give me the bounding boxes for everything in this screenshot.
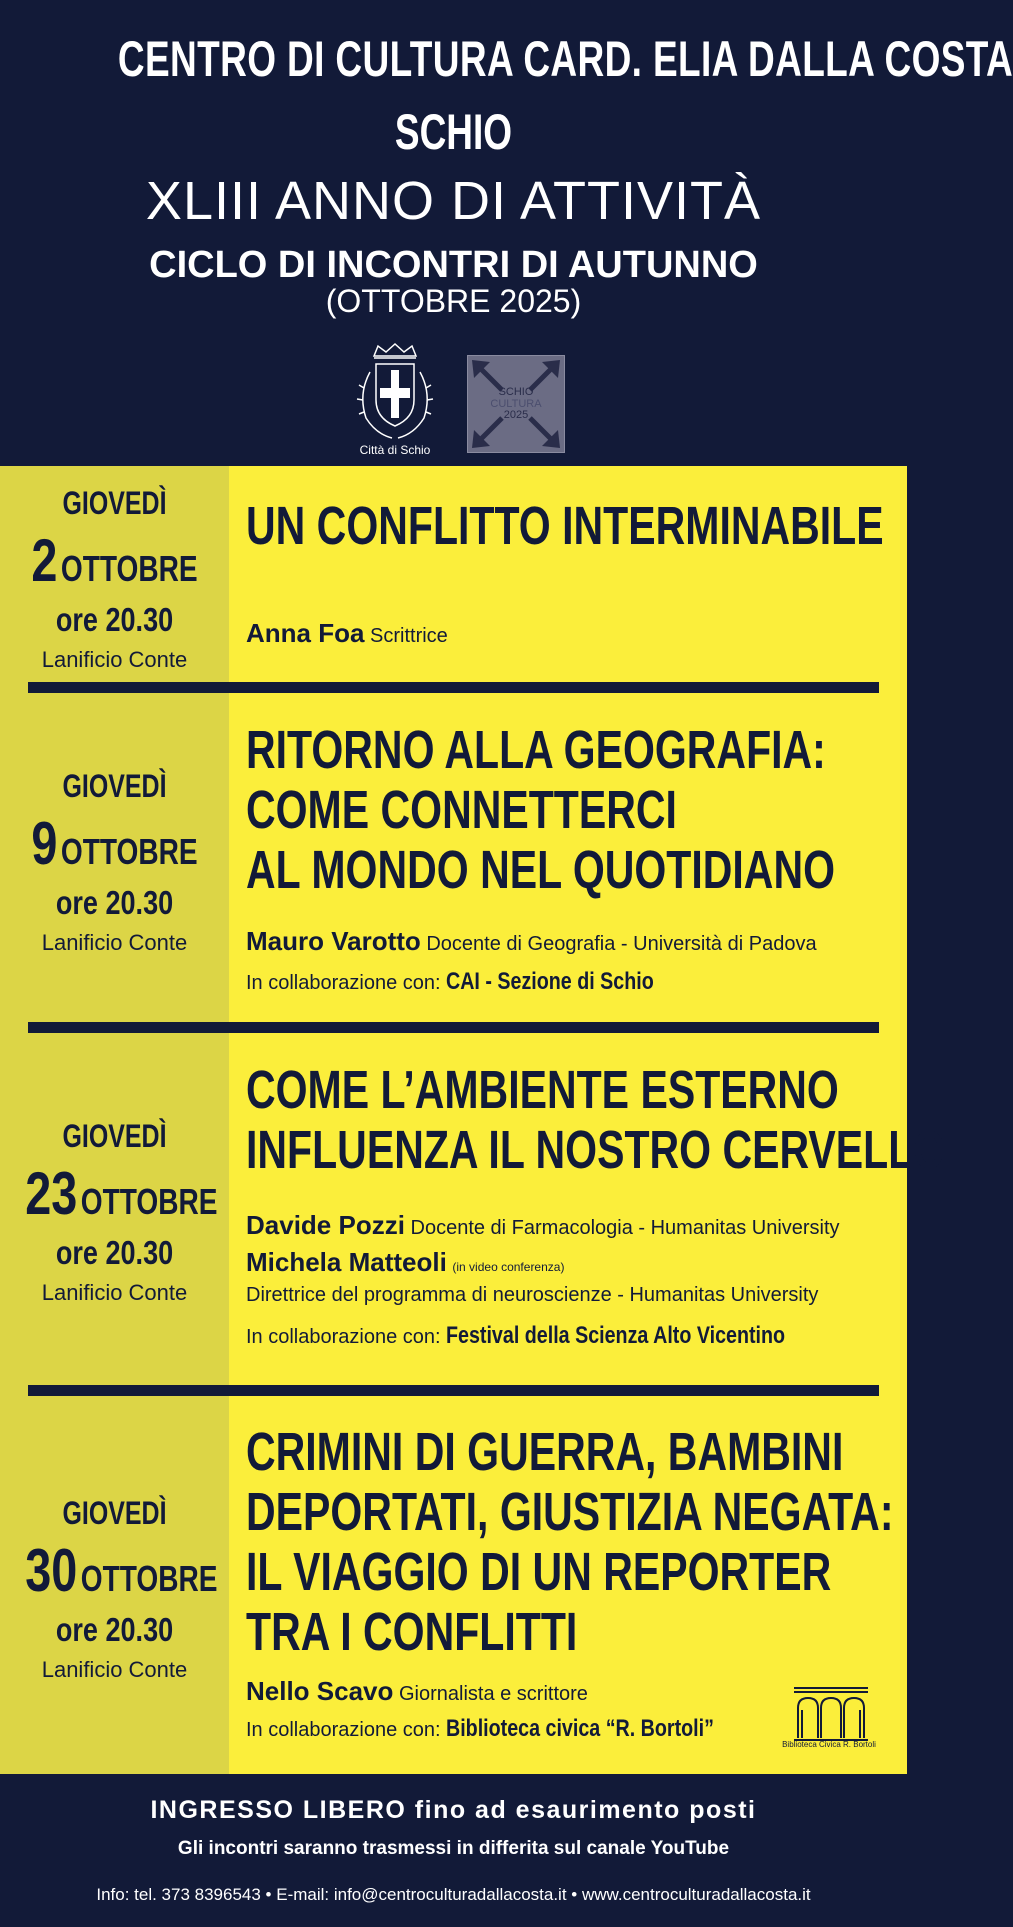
culture-logo-line1: SCHIO — [498, 386, 534, 398]
event-place: Lanificio Conte — [41, 1280, 188, 1305]
event-time: ore 20.30 — [55, 884, 174, 921]
title-line: CRIMINI DI GUERRA, BAMBINI — [246, 1422, 844, 1482]
youtube-notice: Gli incontri saranno trasmessi in differita sul canale YouTube — [177, 1838, 730, 1859]
title-line: DEPORTATI, GIUSTIZIA NEGATA: — [246, 1482, 894, 1542]
event-2-collaboration — [246, 968, 700, 996]
event-day: 9 — [31, 810, 58, 877]
event-day-month — [25, 809, 204, 878]
event-place: Lanificio Conte — [41, 1657, 188, 1682]
title-line: COME L’AMBIENTE ESTERNO — [246, 1060, 839, 1120]
divider — [28, 682, 879, 693]
header — [0, 0, 1013, 466]
speaker-name: Michela Matteoli — [246, 1247, 447, 1277]
event-time: ore 20.30 — [55, 1234, 174, 1271]
event-day: 23 — [25, 1160, 78, 1227]
event-day-month — [25, 1159, 218, 1228]
event-weekday: GIOVEDÌ — [62, 1118, 167, 1154]
collab-prefix: In collaborazione con: — [246, 1326, 441, 1348]
event-3-speaker — [246, 1210, 840, 1241]
footer — [0, 1774, 907, 1927]
event-3-title — [246, 1060, 945, 1180]
divider — [28, 1385, 879, 1396]
event-day: 2 — [31, 527, 58, 594]
title-line: IL VIAGGIO DI UN REPORTER — [246, 1542, 832, 1602]
speaker-name: Nello Scavo — [246, 1676, 394, 1706]
event-4-collaboration — [246, 1715, 773, 1743]
culture-logo-line3: 2025 — [503, 409, 529, 421]
free-entry-notice: INGRESSO LIBERO fino ad esaurimento posti — [150, 1796, 757, 1824]
title-line: UN CONFLITTO INTERMINABILE — [246, 496, 884, 556]
event-month: OTTOBRE — [80, 1558, 218, 1599]
speaker-role: Docente di Farmacologia - Humanitas University — [410, 1217, 840, 1239]
city-title: SCHIO — [394, 104, 513, 160]
speaker-name: Mauro Varotto — [246, 926, 421, 956]
speaker-role: Giornalista e scrittore — [398, 1683, 588, 1705]
event-place: Lanificio Conte — [41, 647, 188, 672]
speaker-role: Docente di Geografia - Università di Padova — [426, 933, 817, 955]
contact-info: Info: tel. 373 8396543 • E-mail: info@centroculturadallacosta.it • www.centroculturadallacosta.it — [96, 1885, 811, 1904]
divider — [28, 1022, 879, 1033]
event-weekday: GIOVEDÌ — [62, 1495, 167, 1531]
event-3-speaker-2-role — [246, 1284, 818, 1307]
city-crest-icon — [352, 338, 438, 458]
event-weekday: GIOVEDÌ — [62, 768, 167, 804]
cycle-period: (OTTOBRE 2025) — [325, 283, 582, 319]
event-1-title — [246, 496, 884, 556]
event-day: 30 — [25, 1537, 78, 1604]
title-line: INFLUENZA IL NOSTRO CERVELLO — [246, 1120, 946, 1180]
event-3-collaboration — [246, 1322, 860, 1350]
speaker-note: (in video conferenza) — [452, 1260, 565, 1274]
city-crest-label: Città di Schio — [359, 443, 431, 457]
event-month: OTTOBRE — [80, 1181, 218, 1222]
speaker-role: Scrittrice — [370, 625, 448, 647]
event-4-speaker — [246, 1676, 588, 1707]
organizer-title: CENTRO DI CULTURA CARD. ELIA DALLA COSTA — [117, 31, 1013, 87]
event-place: Lanificio Conte — [41, 930, 188, 955]
event-day-month — [25, 1536, 218, 1605]
speaker-name: Davide Pozzi — [246, 1210, 405, 1240]
speaker-role: Direttrice del programma di neuroscienze - Humanitas University — [246, 1284, 819, 1306]
cycle-title: CICLO DI INCONTRI DI AUTUNNO — [149, 244, 758, 286]
title-line: TRA I CONFLITTI — [246, 1602, 578, 1662]
event-month: OTTOBRE — [60, 548, 198, 589]
collab-prefix: In collaborazione con: — [246, 972, 441, 994]
event-weekday: GIOVEDÌ — [62, 485, 167, 521]
event-4-date — [0, 1495, 229, 1683]
event-2-speaker — [246, 926, 817, 957]
event-day-month — [25, 526, 204, 595]
event-2-date — [0, 768, 229, 956]
title-line: COME CONNETTERCI — [246, 780, 677, 840]
event-4-title — [246, 1422, 893, 1662]
event-time: ore 20.30 — [55, 601, 174, 638]
collab-org: CAI - Sezione di Schio — [446, 968, 654, 995]
event-month: OTTOBRE — [60, 831, 198, 872]
speaker-name: Anna Foa — [246, 618, 365, 648]
collab-org: Festival della Scienza Alto Vicentino — [446, 1322, 786, 1349]
event-1-date — [0, 485, 229, 673]
event-time: ore 20.30 — [55, 1611, 174, 1648]
event-3-date — [0, 1118, 229, 1306]
title-line: AL MONDO NEL QUOTIDIANO — [246, 840, 836, 900]
library-logo-label: Biblioteca Civica R. Bortoli — [782, 1740, 876, 1749]
event-1-speaker — [246, 618, 448, 649]
title-line: RITORNO ALLA GEOGRAFIA: — [246, 720, 826, 780]
year-title: XLIII ANNO DI ATTIVITÀ — [145, 171, 762, 231]
collab-prefix: In collaborazione con: — [246, 1719, 441, 1741]
event-3-speaker-2 — [246, 1247, 564, 1278]
collab-org: Biblioteca civica “R. Bortoli” — [446, 1715, 715, 1742]
schio-cultura-logo — [467, 355, 565, 453]
culture-logo-line2: CULTURA — [490, 398, 542, 410]
event-2-title — [246, 720, 835, 900]
